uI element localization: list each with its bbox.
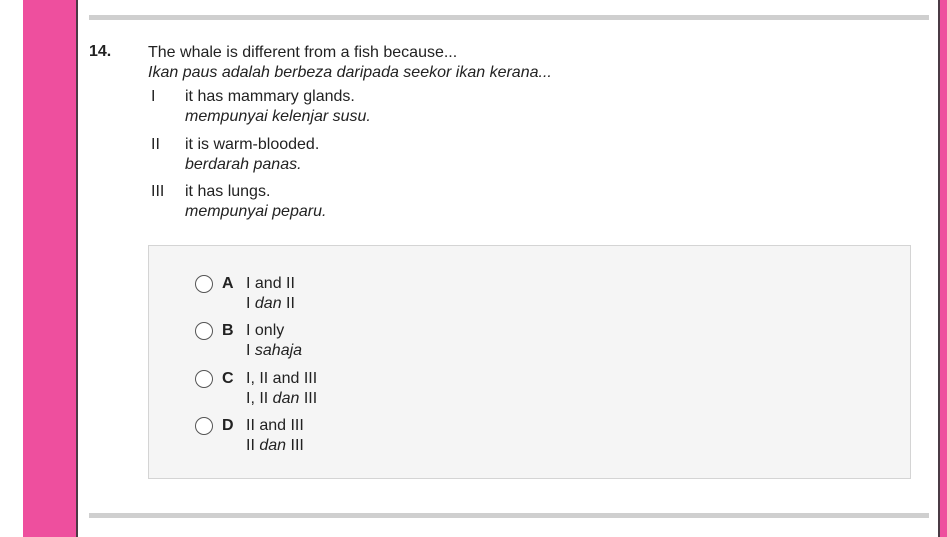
question-stem [148, 43, 552, 83]
option-text-en: I and II [246, 275, 295, 292]
statement-text-en: it has lungs. [185, 183, 271, 200]
statement-text-ms: berdarah panas. [185, 155, 302, 173]
option-text-ms: I sahaja [246, 342, 303, 359]
option-text-en: I, II and III [246, 370, 318, 387]
statement-text-en: it is warm-blooded. [185, 135, 320, 153]
statement-numeral: III [151, 183, 165, 200]
answer-options-panel [148, 245, 911, 479]
right-accent-stripe [938, 0, 947, 537]
statement-text-ms: mempunyai kelenjar susu. [185, 108, 371, 125]
radio-button-a[interactable] [195, 275, 213, 293]
radio-button-c[interactable] [195, 370, 213, 388]
option-text-en: II and III [246, 417, 304, 434]
option-letter: D [222, 417, 234, 434]
option-letter: C [222, 370, 234, 387]
radio-button-b[interactable] [195, 322, 213, 340]
option-letter: B [222, 322, 234, 339]
question-number: 14. [89, 43, 112, 60]
bottom-divider [89, 513, 929, 518]
option-text-ms: II dan III [246, 437, 304, 454]
statement-numeral: I [151, 88, 156, 105]
option-text-ms: I dan II [246, 295, 295, 312]
radio-button-d[interactable] [195, 417, 213, 435]
statement-numeral: II [151, 135, 160, 153]
statement-text-ms: mempunyai peparu. [185, 203, 327, 220]
option-letter: A [222, 275, 234, 292]
option-text-ms: I, II dan III [246, 390, 318, 407]
left-accent-stripe [23, 0, 78, 537]
statement-text-en: it has mammary glands. [185, 88, 355, 105]
top-divider [89, 15, 929, 20]
question-text-ms: Ikan paus adalah berbeza daripada seekor ikan kerana... [148, 64, 552, 81]
question-text-en: The whale is different from a fish because... [148, 44, 458, 61]
option-text-en: I only [246, 322, 285, 339]
